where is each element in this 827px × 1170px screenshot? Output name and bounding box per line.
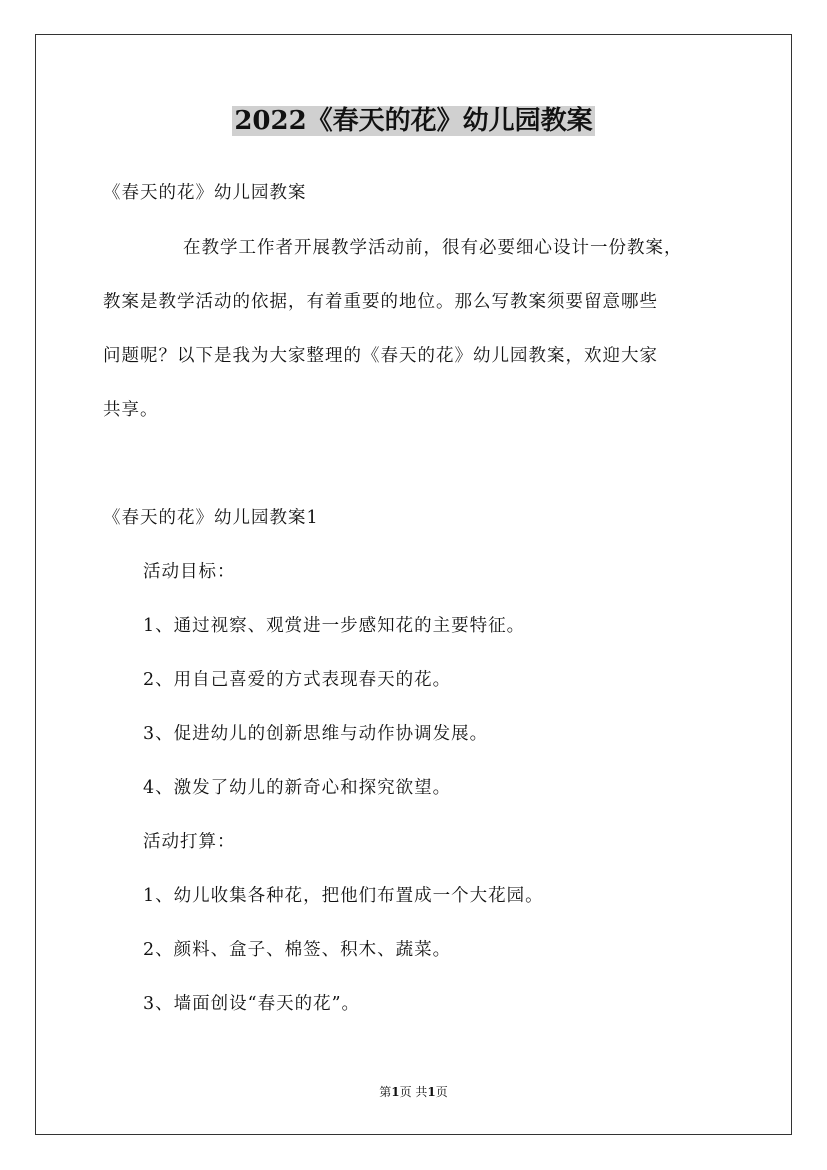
goal-item-3: 3、促进幼儿的创新思维与动作协调发展。 (143, 724, 489, 744)
footer-total-pages: 1 (427, 1085, 436, 1099)
prep-item-3: 3、墙面创设“春天的花”。 (143, 994, 361, 1014)
document-title (0, 101, 827, 141)
footer-page-number: 1 (391, 1085, 400, 1099)
intro-line-3: 问题呢？以下是我为大家整理的《春天的花》幼儿园教案，欢迎大家 (103, 346, 658, 366)
footer-prefix: 第 (379, 1085, 392, 1099)
goals-label: 活动目标： (143, 562, 236, 582)
intro-line-4: 共享。 (103, 400, 159, 420)
subtitle: 《春天的花》幼儿园教案 (103, 183, 307, 203)
footer-suffix: 页 (435, 1085, 448, 1099)
section-heading: 《春天的花》幼儿园教案1 (103, 508, 319, 528)
page-footer (0, 1083, 827, 1101)
goal-item-1: 1、通过视察、观赏进一步感知花的主要特征。 (143, 616, 526, 636)
intro-line-1: 在教学工作者开展教学活动前，很有必要细心设计一份教案， (183, 238, 683, 258)
title-text: 2022《春天的花》幼儿园教案 (234, 106, 593, 136)
prep-label: 活动打算： (143, 832, 236, 852)
footer-middle: 页 共 (399, 1085, 428, 1099)
prep-item-1: 1、幼儿收集各种花，把他们布置成一个大花园。 (143, 886, 544, 906)
intro-line-2: 教案是教学活动的依据，有着重要的地位。那么写教案须要留意哪些 (103, 292, 658, 312)
prep-item-2: 2、颜料、盒子、棉签、积木、蔬菜。 (143, 940, 452, 960)
goal-item-2: 2、用自己喜爱的方式表现春天的花。 (143, 670, 452, 690)
goal-item-4: 4、激发了幼儿的新奇心和探究欲望。 (143, 778, 452, 798)
